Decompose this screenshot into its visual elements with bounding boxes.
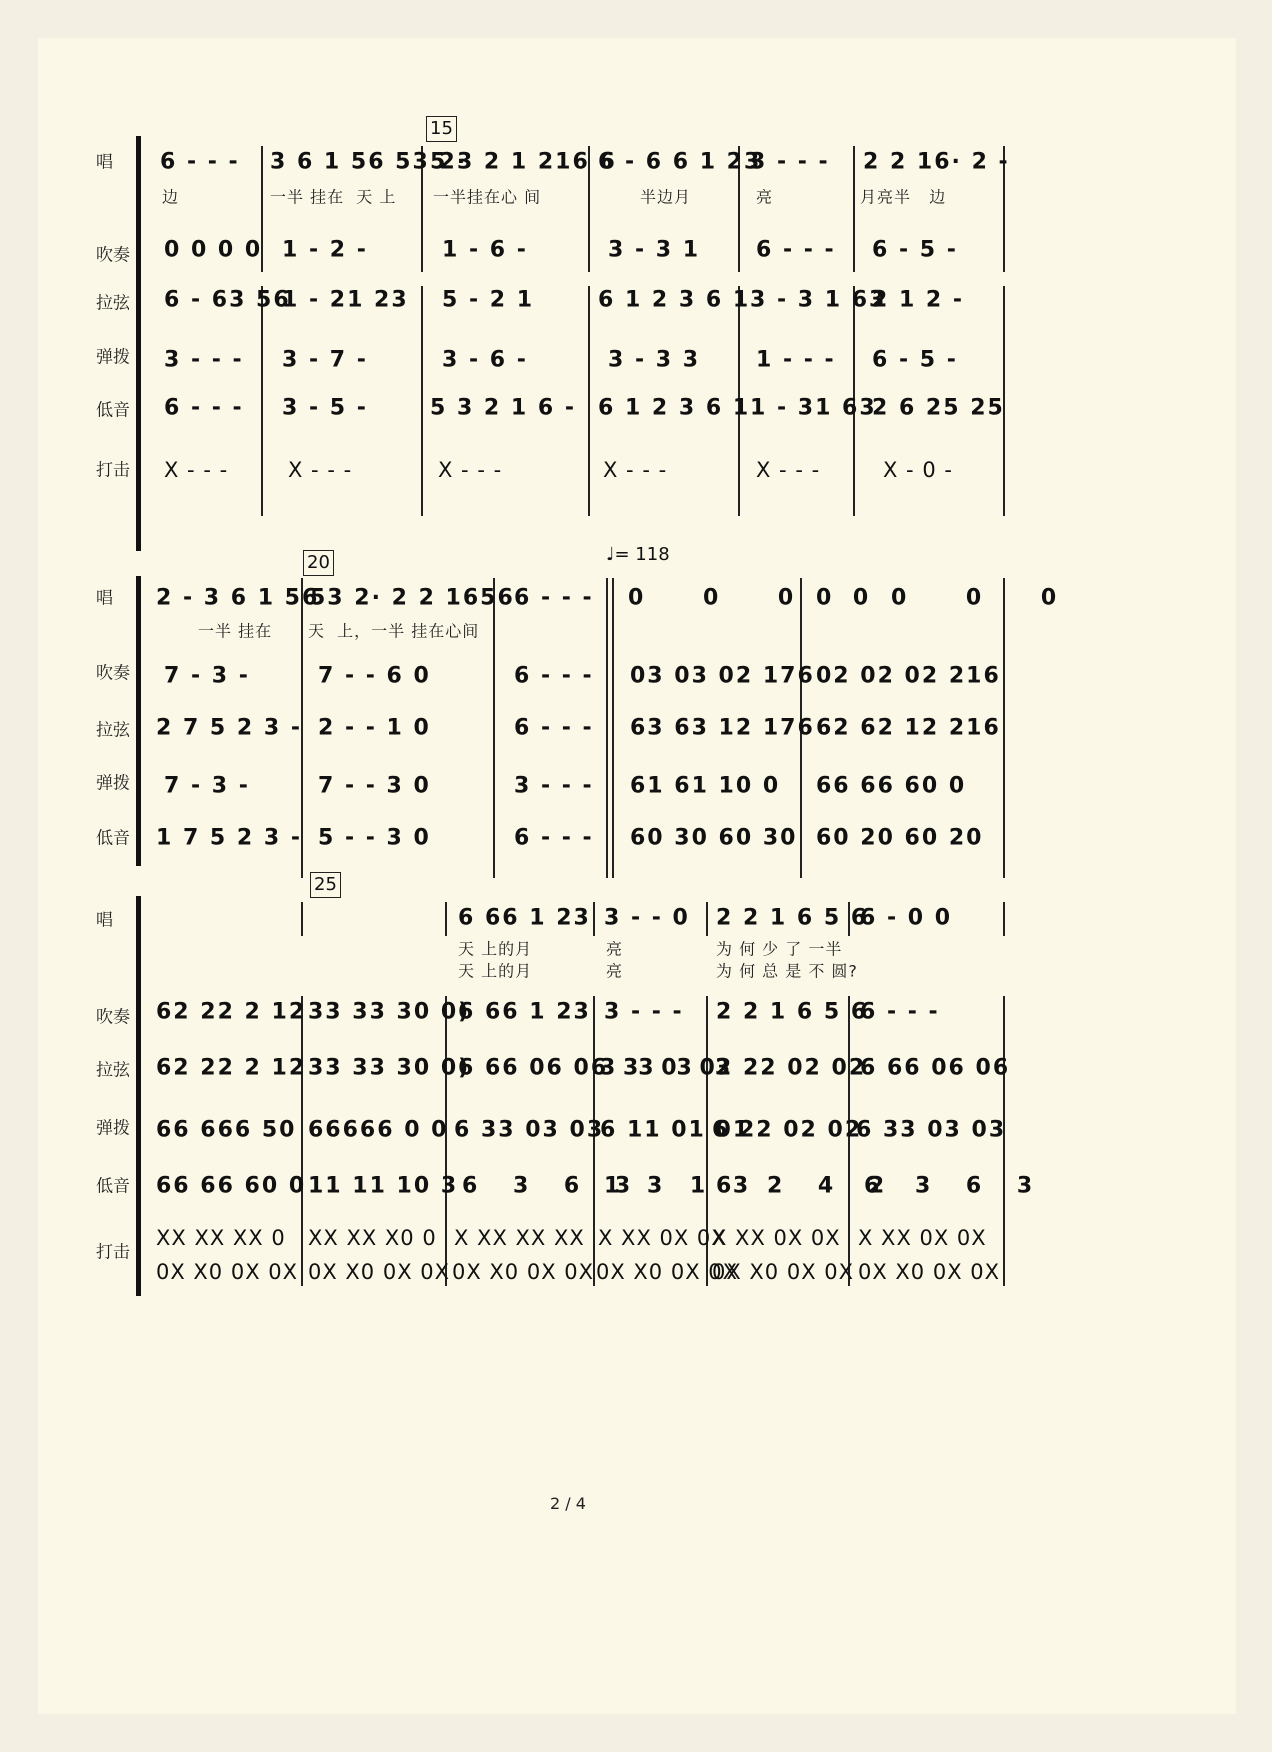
label-plucked: 弹拨 <box>96 1118 130 1139</box>
system-bracket <box>136 896 141 1296</box>
vocal-measure: 53 2· 2 2 1656 <box>310 585 515 611</box>
plucked-measure: 66 66 60 0 <box>816 773 967 799</box>
label-vocal: 唱 <box>96 588 113 609</box>
label-bass: 低音 <box>96 1176 130 1197</box>
percussion-measure: 0X X0 0X 0X <box>596 1260 739 1284</box>
plucked-measure: 6 11 01 01 <box>600 1117 751 1143</box>
vocal-measure: 0 0 0 0 <box>628 585 895 611</box>
barline <box>706 902 708 936</box>
barline <box>593 902 595 936</box>
percussion-measure: XX XX X0 0 <box>308 1226 437 1250</box>
wind-measure: 7 - 3 - <box>164 663 250 689</box>
plucked-measure: 3 - 3 3 <box>608 347 701 373</box>
lyric: 天 上，一半 挂在心间 <box>308 621 480 641</box>
vocal-measure: 2 2 1 6 5 6 <box>716 905 869 931</box>
label-bass: 低音 <box>96 828 130 849</box>
plucked-measure: 6 33 03 03 <box>454 1117 605 1143</box>
bass-measure: 1 3 1 3 <box>604 1173 759 1199</box>
wind-measure: 6 66 1 23 <box>458 999 591 1025</box>
lyric: 天 上的月 <box>458 961 533 981</box>
bass-measure: 6 2 4 2 <box>716 1173 899 1199</box>
percussion-measure: 0X X0 0X 0X <box>858 1260 1001 1284</box>
vocal-measure: 6 66 1 23 <box>458 905 591 931</box>
rehearsal-mark-15: 15 <box>426 116 457 142</box>
vocal-measure: 3 - - 0 <box>604 905 690 931</box>
system-bracket <box>136 576 141 866</box>
label-vocal: 唱 <box>96 910 113 931</box>
bass-measure: 3 - 5 - <box>282 395 368 421</box>
label-vocal: 唱 <box>96 152 113 173</box>
vocal-measure: 5 3 2 1 216 6 <box>430 149 617 175</box>
bowed-measure: 33 33 30 0) <box>308 1055 471 1081</box>
bowed-measure: 6 66 06 06 <box>458 1055 609 1081</box>
vocal-measure: 6 - - - <box>514 585 594 611</box>
barline <box>588 286 590 516</box>
plucked-measure: 1 - - - <box>756 347 836 373</box>
bowed-measure: 6 - 63 56 <box>164 287 291 313</box>
wind-measure: 1 - 2 - <box>282 237 368 263</box>
lyric: 为 何 总 是 不 圆? <box>716 961 858 981</box>
bass-measure: 1 7 5 2 3 - <box>156 825 302 851</box>
page-number: 2 / 4 <box>550 1494 586 1513</box>
label-wind: 吹奏 <box>96 663 130 684</box>
label-percussion: 打击 <box>96 1242 130 1263</box>
barline <box>1003 902 1005 936</box>
lyric: 一半挂在心 间 <box>433 187 542 207</box>
bass-measure: 6 - - - <box>514 825 594 851</box>
bass-measure: 6 - - - <box>164 395 244 421</box>
plucked-measure: 6 33 03 03 <box>856 1117 1007 1143</box>
vocal-measure: 0 0 0 0 <box>816 585 1083 611</box>
bowed-measure: 6 - - - <box>514 715 594 741</box>
percussion-measure: 0X X0 0X 0X <box>712 1260 855 1284</box>
percussion-measure: X - - - <box>756 458 821 482</box>
wind-measure: 0 0 0 0 <box>164 237 263 263</box>
tempo-marking: ♩= 118 <box>606 544 670 565</box>
barline <box>301 902 303 936</box>
bowed-measure: 2 1 2 - <box>872 287 965 313</box>
bass-measure: 6 3 6 3 <box>462 1173 645 1199</box>
plucked-measure: 7 - - 3 0 <box>318 773 431 799</box>
plucked-measure: 3 - - - <box>514 773 594 799</box>
bowed-measure: 5 - 2 1 <box>442 287 535 313</box>
lyric: 天 上的月 <box>458 939 533 959</box>
bass-measure: 66 66 60 0 <box>156 1173 307 1199</box>
bass-measure: 6 1 2 3 6 1 <box>598 395 751 421</box>
percussion-measure: X - - - <box>438 458 503 482</box>
barline <box>445 902 447 936</box>
bowed-measure: 2 7 5 2 3 - <box>156 715 302 741</box>
percussion-measure: X XX XX XX <box>454 1226 585 1250</box>
bowed-measure: 62 62 12 216 <box>816 715 1001 741</box>
bass-measure: 60 20 60 20 <box>816 825 984 851</box>
vocal-measure: 6 - - - <box>160 149 240 175</box>
wind-measure: 3 - - - <box>604 999 684 1025</box>
bowed-measure: 1 - 21 23 <box>282 287 409 313</box>
plucked-measure: 6 - 5 - <box>872 347 958 373</box>
bass-measure: 1 - 31 63 <box>750 395 877 421</box>
percussion-measure: X XX 0X 0X <box>712 1226 841 1250</box>
label-bowed: 拉弦 <box>96 720 130 741</box>
label-bass: 低音 <box>96 400 130 421</box>
percussion-measure: X XX 0X 0X <box>598 1226 727 1250</box>
wind-measure: 3 - 3 1 <box>608 237 701 263</box>
percussion-measure: 0X X0 0X 0X <box>452 1260 595 1284</box>
bowed-measure: 63 63 12 176 <box>630 715 815 741</box>
plucked-measure: 66 666 50 <box>156 1117 297 1143</box>
plucked-measure: 66666 0 0 <box>308 1117 449 1143</box>
lyric: 月亮半 边 <box>860 187 947 207</box>
rehearsal-mark-20: 20 <box>303 550 334 576</box>
wind-measure: 6 - - - <box>756 237 836 263</box>
bass-measure: 5 3 2 1 6 - <box>430 395 576 421</box>
lyric: 亮 <box>606 961 624 981</box>
bass-measure: 11 11 10 3 <box>308 1173 459 1199</box>
barline <box>301 996 303 1286</box>
plucked-measure: 3 - - - <box>164 347 244 373</box>
bass-measure: 5 - - 3 0 <box>318 825 431 851</box>
percussion-measure: 0X X0 0X 0X <box>156 1260 299 1284</box>
repeat-barline <box>612 578 614 878</box>
plucked-measure: 6 22 02 02 <box>712 1117 863 1143</box>
wind-measure: 03 03 02 176 <box>630 663 815 689</box>
wind-measure: 62 22 2 12 <box>156 999 307 1025</box>
wind-measure: 7 - - 6 0 <box>318 663 431 689</box>
vocal-measure: 3 - - - <box>750 149 830 175</box>
percussion-measure: X - 0 - <box>883 458 953 482</box>
bowed-measure: 6 1 2 3 6 1 <box>598 287 751 313</box>
wind-measure: 6 - - - <box>860 999 940 1025</box>
percussion-measure: X - - - <box>164 458 229 482</box>
wind-measure: 6 - - - <box>514 663 594 689</box>
bowed-measure: 3 - 3 1 63 <box>750 287 887 313</box>
vocal-measure: 2 - 3 6 1 56 <box>156 585 320 611</box>
vocal-measure: 2 2 16· 2 - <box>863 149 1010 175</box>
vocal-measure: 3 6 1 56 53 2· <box>270 149 468 175</box>
rehearsal-mark-25: 25 <box>310 872 341 898</box>
wind-measure: 33 33 30 0) <box>308 999 471 1025</box>
percussion-measure: XX XX XX 0 <box>156 1226 286 1250</box>
label-wind: 吹奏 <box>96 245 130 266</box>
plucked-measure: 3 - 7 - <box>282 347 368 373</box>
barline <box>606 578 608 878</box>
vocal-measure: 6 - 6 6 1 23 <box>598 149 762 175</box>
wind-measure: 2 2 1 6 5 6 <box>716 999 869 1025</box>
percussion-measure: 0X X0 0X 0X <box>308 1260 451 1284</box>
system-bracket <box>136 136 141 551</box>
lyric: 亮 <box>756 187 774 207</box>
bowed-measure: 6 66 06 06 <box>860 1055 1011 1081</box>
bowed-measure: 2 22 02 02 <box>716 1055 867 1081</box>
label-bowed: 拉弦 <box>96 293 130 314</box>
lyric: 为 何 少 了 一半 <box>716 939 843 959</box>
bowed-measure: 2 - - 1 0 <box>318 715 431 741</box>
wind-measure: 02 02 02 216 <box>816 663 1001 689</box>
score-page <box>38 38 1236 1714</box>
label-plucked: 弹拨 <box>96 347 130 368</box>
bass-measure: 60 30 60 30 <box>630 825 798 851</box>
bowed-measure: 3 33 03 03 <box>600 1055 731 1081</box>
lyric: 一半 挂在 <box>198 621 273 641</box>
plucked-measure: 3 - 6 - <box>442 347 528 373</box>
label-percussion: 打击 <box>96 460 130 481</box>
barline <box>493 578 495 878</box>
lyric: 半边月 <box>640 187 692 207</box>
bass-measure: 2 6 25 25 <box>872 395 1005 421</box>
label-bowed: 拉弦 <box>96 1060 130 1081</box>
barline <box>853 146 855 272</box>
barline <box>261 286 263 516</box>
barline <box>421 286 423 516</box>
wind-measure: 6 - 5 - <box>872 237 958 263</box>
label-wind: 吹奏 <box>96 1007 130 1028</box>
plucked-measure: 61 61 10 0 <box>630 773 781 799</box>
bowed-measure: 62 22 2 12 <box>156 1055 307 1081</box>
lyric: 一半 挂在 天 上 <box>270 187 397 207</box>
lyric: 亮 <box>606 939 624 959</box>
percussion-measure: X - - - <box>288 458 353 482</box>
plucked-measure: 7 - 3 - <box>164 773 250 799</box>
lyric: 边 <box>162 187 180 207</box>
wind-measure: 1 - 6 - <box>442 237 528 263</box>
percussion-measure: X - - - <box>603 458 668 482</box>
percussion-measure: X XX 0X 0X <box>858 1226 987 1250</box>
barline <box>1003 578 1005 878</box>
vocal-measure: 6 - 0 0 <box>860 905 953 931</box>
bass-measure: 6 3 6 3 <box>864 1173 1047 1199</box>
label-plucked: 弹拨 <box>96 773 130 794</box>
